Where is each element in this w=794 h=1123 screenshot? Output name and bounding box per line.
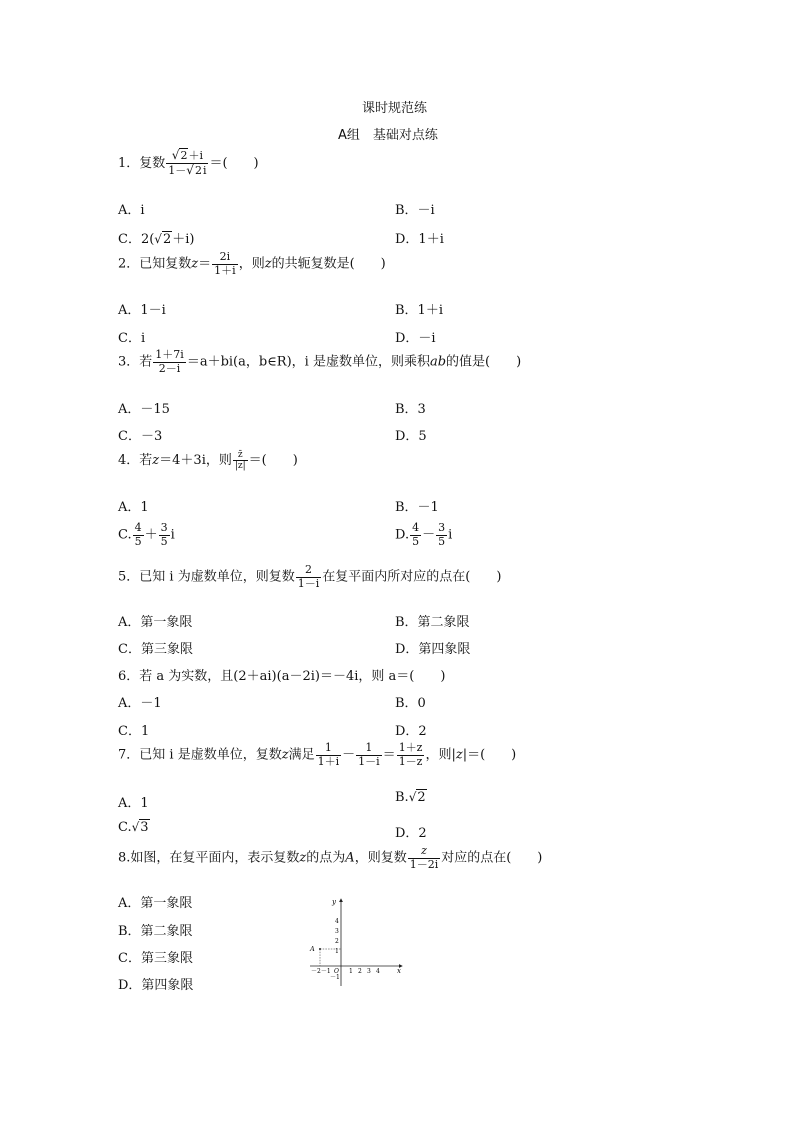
stem-text: ＝( ) [248, 453, 298, 468]
fraction [316, 742, 342, 768]
stem-text: 若 [139, 453, 153, 468]
option-label: C. [118, 820, 132, 835]
section-subtitle: A组 基础对点练 [338, 128, 438, 143]
q6-option-a: A．－1 [118, 696, 162, 711]
q5-option-d: D．第四象限 [395, 642, 471, 657]
y-tick-label: 1 [335, 948, 339, 955]
q1-option-a: A．i [118, 203, 145, 218]
q7-option-d: D．2 [395, 826, 427, 841]
x-tick-label: 3 [367, 968, 371, 975]
question-7-stem [118, 742, 516, 768]
stem-text: ，则| [425, 747, 456, 763]
fraction [233, 450, 248, 472]
stem-text: ，则复数 [354, 850, 407, 866]
question-6-stem [118, 665, 445, 684]
stem-text: 已知 i 是虚数单位，复数 [139, 747, 282, 763]
q3-option-a: A．－15 [118, 402, 170, 417]
fraction-denominator: 2－i [158, 361, 181, 375]
fraction-numerator: 1 [356, 742, 382, 756]
question-2-stem [118, 251, 386, 277]
stem-text: |＝( ) [462, 747, 517, 763]
q2-option-c: C．i [118, 331, 146, 346]
q4-option-b: B．－1 [395, 500, 439, 515]
variable: ab [429, 354, 447, 370]
fraction [408, 845, 441, 871]
stem-text: 的点为 [306, 850, 346, 866]
fraction-denominator: 1＋i [214, 263, 236, 277]
fraction-denominator: 1－z [398, 754, 423, 768]
fraction-numerator: z̄ [233, 450, 248, 461]
stem-text: ＝4＋3i，则 [159, 453, 232, 468]
fraction-denominator: 5 [160, 534, 168, 548]
q2-option-d: D．－i [395, 331, 436, 346]
operator: ＋ [144, 527, 158, 543]
option-label: C. [118, 527, 132, 543]
fraction-numerator: 1＋z [398, 741, 423, 754]
q3-option-d: D．5 [395, 429, 427, 444]
option-text: C．2( [118, 232, 155, 247]
y-tick-label: 4 [335, 918, 339, 925]
point-a-dot [319, 948, 321, 950]
fraction-denominator: 5 [134, 534, 142, 548]
fraction [212, 251, 238, 277]
origin-label: O [334, 968, 339, 975]
stem-text: 如图，在复平面内，表示复数 [130, 850, 300, 866]
q5-option-a: A．第一象限 [118, 615, 193, 630]
fraction-numerator: 4 [412, 521, 420, 534]
fraction [397, 742, 425, 768]
sqrt-radicand: 2 [162, 232, 172, 247]
question-number: 6． [118, 669, 140, 684]
q4-option-a: A．1 [118, 500, 149, 515]
fraction [410, 522, 421, 548]
q5-option-c: C．第三象限 [118, 642, 193, 657]
fraction-numerator: 4 [134, 521, 142, 534]
variable: z [264, 256, 272, 272]
stem-text: 的值是( ) [446, 354, 522, 370]
stem-text: 的共轭复数是( ) [271, 256, 386, 272]
fraction-numerator: ＋i [188, 149, 203, 162]
sqrt-radicand: 2 [194, 163, 202, 177]
fraction [153, 349, 186, 375]
operator: － [422, 527, 436, 543]
fraction [159, 522, 170, 548]
q2-option-b: B．1＋i [395, 303, 443, 318]
fraction-numerator: 1 [316, 742, 342, 756]
operator: ＝ [382, 747, 396, 763]
q8-option-b: B．第二象限 [118, 924, 193, 939]
stem-text: ＝a＋bi(a，b∈R)，i 是虚数单位，则乘积 [186, 354, 430, 370]
question-number: 1． [118, 155, 140, 171]
question-3-stem [118, 349, 521, 375]
variable: A [345, 850, 355, 866]
fraction-numerator: 3 [160, 521, 168, 534]
fraction-denominator-tail: i [202, 163, 207, 177]
sqrt-radicand: 2 [417, 790, 426, 805]
stem-text: 已知复数 [139, 256, 192, 272]
y-axis-label: y [332, 898, 336, 906]
x-tick-label: 1 [349, 968, 353, 975]
imaginary-unit: i [448, 527, 453, 543]
variable: z [191, 256, 199, 272]
q1-option-c: C．2(√2＋i) [118, 232, 195, 247]
fraction-numerator: z [421, 844, 427, 857]
fraction-denominator: 5 [412, 534, 420, 548]
fraction-denominator-tail: i [434, 857, 439, 871]
sqrt-radicand: 2 [180, 149, 188, 162]
q1-option-d: D．1＋i [395, 232, 444, 247]
q1-option-b: B．－i [395, 203, 435, 218]
fraction-numerator: 3 [438, 521, 446, 534]
q3-option-b: B．3 [395, 402, 426, 417]
q7-option-a: A．1 [118, 796, 149, 811]
x-tick-label: 4 [376, 968, 380, 975]
point-a-label: A [310, 945, 315, 953]
option-label: D. [395, 527, 410, 543]
fraction: $\frac{√2+i}{1-√2i}$ [168, 148, 207, 177]
y-tick-label: 3 [335, 928, 339, 935]
q4-option-d [395, 522, 452, 548]
question-number: 8. [118, 850, 131, 866]
negative-x-ticks: －2－1 [311, 968, 331, 975]
q7-option-b: B.√2 [395, 790, 426, 805]
option-label: B. [395, 790, 409, 805]
q5-option-b: B．第二象限 [395, 615, 470, 630]
fraction [436, 522, 447, 548]
question-number: 7． [118, 747, 140, 763]
x-axis-label: x [397, 967, 401, 975]
variable: z [299, 850, 307, 866]
fraction-denominator: 5 [438, 534, 446, 548]
q8-option-d: D．第四象限 [118, 978, 194, 993]
variable: z [455, 747, 463, 763]
option-text: ＋i) [172, 232, 195, 247]
x-tick-label: 2 [358, 968, 362, 975]
question-number: 5． [118, 569, 140, 585]
q8-option-c: C．第三象限 [118, 951, 193, 966]
negative-y-tick: －1 [330, 974, 340, 981]
fraction-numerator: 2 [296, 564, 322, 578]
fraction-numerator: 2i [212, 251, 238, 265]
stem-text: ＝( ) [209, 155, 259, 171]
question-1-stem [118, 149, 259, 178]
fraction [133, 522, 144, 548]
q6-option-b: B．0 [395, 696, 426, 711]
q3-option-c: C．－3 [118, 429, 163, 444]
operator: － [342, 747, 356, 763]
fraction-denominator: 1－i [297, 576, 320, 590]
page-title: 课时规范练 [362, 101, 428, 116]
fraction-denominator: 1－2 [409, 857, 435, 871]
question-5-stem [118, 564, 501, 590]
fraction-denominator: 1＋i [317, 754, 340, 768]
q6-option-d: D．2 [395, 724, 427, 739]
y-tick-label: 2 [335, 938, 339, 945]
stem-text: 在复平面内所对应的点在( ) [322, 569, 502, 585]
imaginary-unit: i [170, 527, 175, 543]
stem-text: 若 a 为实数，且(2＋ai)(a－2i)＝－4i，则 a＝( ) [139, 669, 446, 684]
q8-option-a: A．第一象限 [118, 896, 193, 911]
stem-text: 已知 i 为虚数单位，则复数 [139, 569, 295, 585]
stem-text: 对应的点在( ) [441, 850, 543, 866]
question-number: 4． [118, 453, 140, 468]
fraction-denominator: |z| [234, 461, 246, 471]
q6-option-c: C．1 [118, 724, 150, 739]
q2-option-a: A．1－i [118, 303, 166, 318]
variable: z [281, 747, 289, 763]
stem-text: 若 [139, 354, 153, 370]
fraction-numerator: 1＋7i [155, 348, 184, 361]
question-8-stem [118, 845, 542, 871]
fraction-denominator: 1－i [358, 754, 380, 768]
question-4-stem [118, 449, 298, 471]
sqrt-radicand: 3 [140, 820, 149, 835]
fraction [356, 742, 382, 768]
fraction-denominator: 1－ [168, 163, 187, 177]
complex-plane-graph [306, 893, 406, 988]
stem-text: 复数 [139, 155, 166, 171]
stem-text: ，则 [238, 256, 265, 272]
fraction [296, 564, 322, 590]
q4-option-c [118, 522, 175, 548]
variable: z [152, 453, 160, 468]
stem-text: ＝ [198, 256, 212, 272]
question-number: 3． [118, 354, 140, 370]
question-number: 2． [118, 256, 140, 272]
stem-text: 满足 [288, 747, 315, 763]
q7-option-c: C.√3 [118, 820, 149, 835]
